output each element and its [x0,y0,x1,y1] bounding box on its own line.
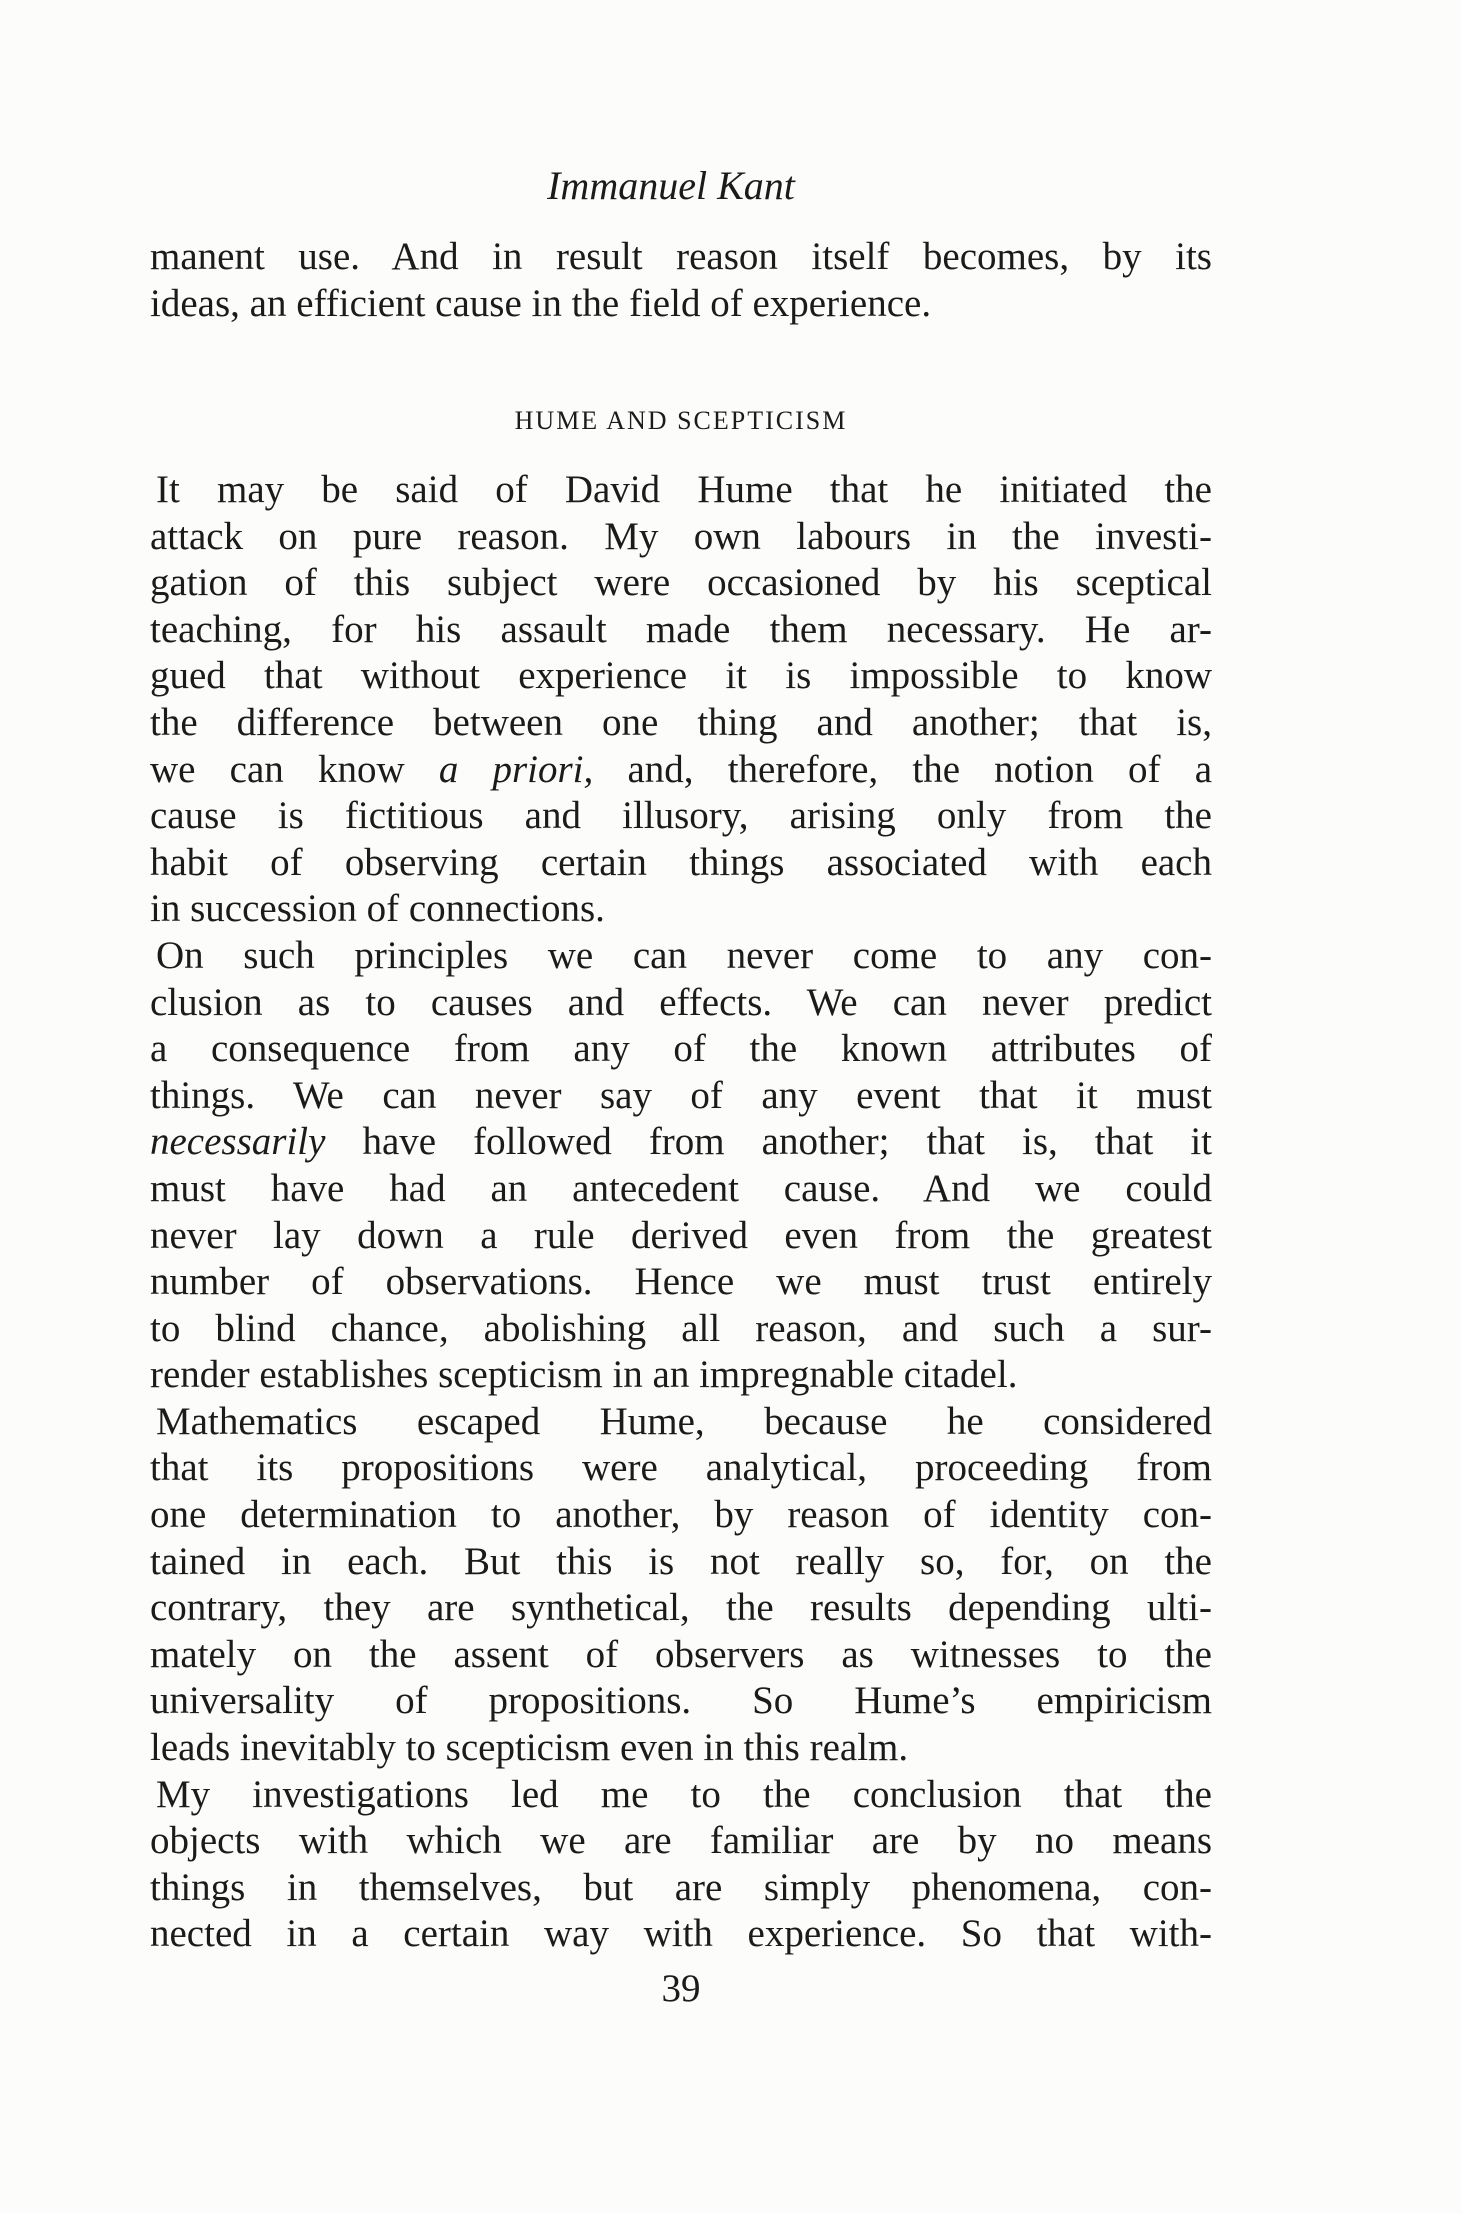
text-run: On such principles we can never come to any con- [156,933,1212,977]
text-run: gation of this subject were occasioned by his sceptical [150,561,1212,605]
paragraph [150,933,1212,1399]
text-line [150,1119,1212,1166]
text-line [150,1026,1212,1073]
text-run: It may be said of David Hume that he initiated the [156,468,1212,511]
text-line [150,1399,1212,1446]
text-line [150,1492,1212,1539]
text-line [150,1772,1212,1819]
text-run: we can know [150,747,439,791]
text-line [150,793,1212,840]
text-run: ideas, an efficient cause in the field of experience. [150,281,932,325]
text-run: tained in each. But this is not really so, for, on the [150,1539,1212,1583]
text-line [150,1073,1212,1120]
text-run: one determination to another, by reason of identity con- [150,1493,1212,1537]
text-run: Mathematics escaped Hume, because he considered [156,1399,1212,1443]
text-run: mately on the assent of observers as witnesses to the [150,1632,1212,1676]
text-line [150,1352,1212,1399]
text-line [150,234,1212,281]
text-line [150,1632,1212,1679]
section-heading: HUME AND SCEPTICISM [514,406,848,435]
text-run: leads inevitably to scepticism even in this realm. [150,1726,909,1770]
text-run: contrary, they are synthetical, the results depending ulti- [150,1586,1212,1630]
text-run: the difference between one thing and another; that is, [150,700,1212,744]
text-run: in succession of connections. [150,887,605,931]
text-line [150,1259,1212,1306]
text-line [150,886,1212,933]
text-line [150,560,1212,607]
body-text [150,467,1212,1958]
text-line [150,1445,1212,1492]
text-run: teaching, for his assault made them necessary. He ar- [150,607,1212,651]
text-run: have followed from another; that is, that it [325,1120,1212,1164]
text-run: things. We can never say of any event that it must [150,1073,1212,1117]
text-run: My investigations led me to the conclusion that the [156,1772,1212,1816]
text-line [150,747,1212,794]
text-line [150,1213,1212,1260]
text-run: manent use. And in result reason itself becomes, by its [150,235,1212,278]
text-run: to blind chance, abolishing all reason, and such a sur- [150,1306,1212,1350]
text-line [150,933,1212,980]
text-run: number of observations. Hence we must trust entirely [150,1260,1212,1304]
text-run: a consequence from any of the known attributes of [150,1027,1212,1071]
text-line [150,840,1212,887]
text-run: must have had an antecedent cause. And we could [150,1166,1212,1210]
paragraph [150,1772,1212,1958]
text-run: universality of propositions. So Hume’s empiricism [150,1679,1212,1723]
text-run: attack on pure reason. My own labours in the investi- [150,514,1212,558]
italic-text: a priori, [438,747,594,791]
text-run: objects with which we are familiar are by no means [150,1819,1212,1863]
continued-paragraph [150,234,1212,327]
text-line [150,467,1212,514]
text-line [150,607,1212,654]
text-run: habit of observing certain things associated with each [150,840,1212,884]
text-line [150,281,1212,328]
text-line [150,980,1212,1027]
text-line [150,1911,1212,1958]
page-number: 39 [661,1967,701,2010]
text-run: things in themselves, but are simply phenomena, con- [150,1865,1212,1909]
text-run: nected in a certain way with experience. So that with- [150,1912,1212,1956]
italic-text: necessarily [150,1120,326,1164]
paragraph [150,467,1212,933]
text-line [150,653,1212,700]
text-run: gued that without experience it is impossible to know [150,654,1212,698]
text-run: and, therefore, the notion of a [593,747,1213,791]
paragraph [150,1399,1212,1772]
text-line [150,1865,1212,1912]
running-header: Immanuel Kant [547,163,795,208]
text-run: clusion as to causes and effects. We can never predict [150,980,1212,1024]
text-line [150,1306,1212,1353]
text-run: that its propositions were analytical, proceeding from [150,1446,1212,1490]
text-run: cause is fictitious and illusory, arising only from the [150,794,1212,838]
text-line [150,1818,1212,1865]
text-run: never lay down a rule derived even from the greatest [150,1213,1212,1257]
text-line [150,514,1212,561]
text-run: render establishes scepticism in an impregnable citadel. [150,1353,1018,1397]
text-line [150,700,1212,747]
text-line [150,1725,1212,1772]
text-line [150,1539,1212,1586]
text-line [150,1166,1212,1213]
text-line [150,1585,1212,1632]
text-line [150,1678,1212,1725]
